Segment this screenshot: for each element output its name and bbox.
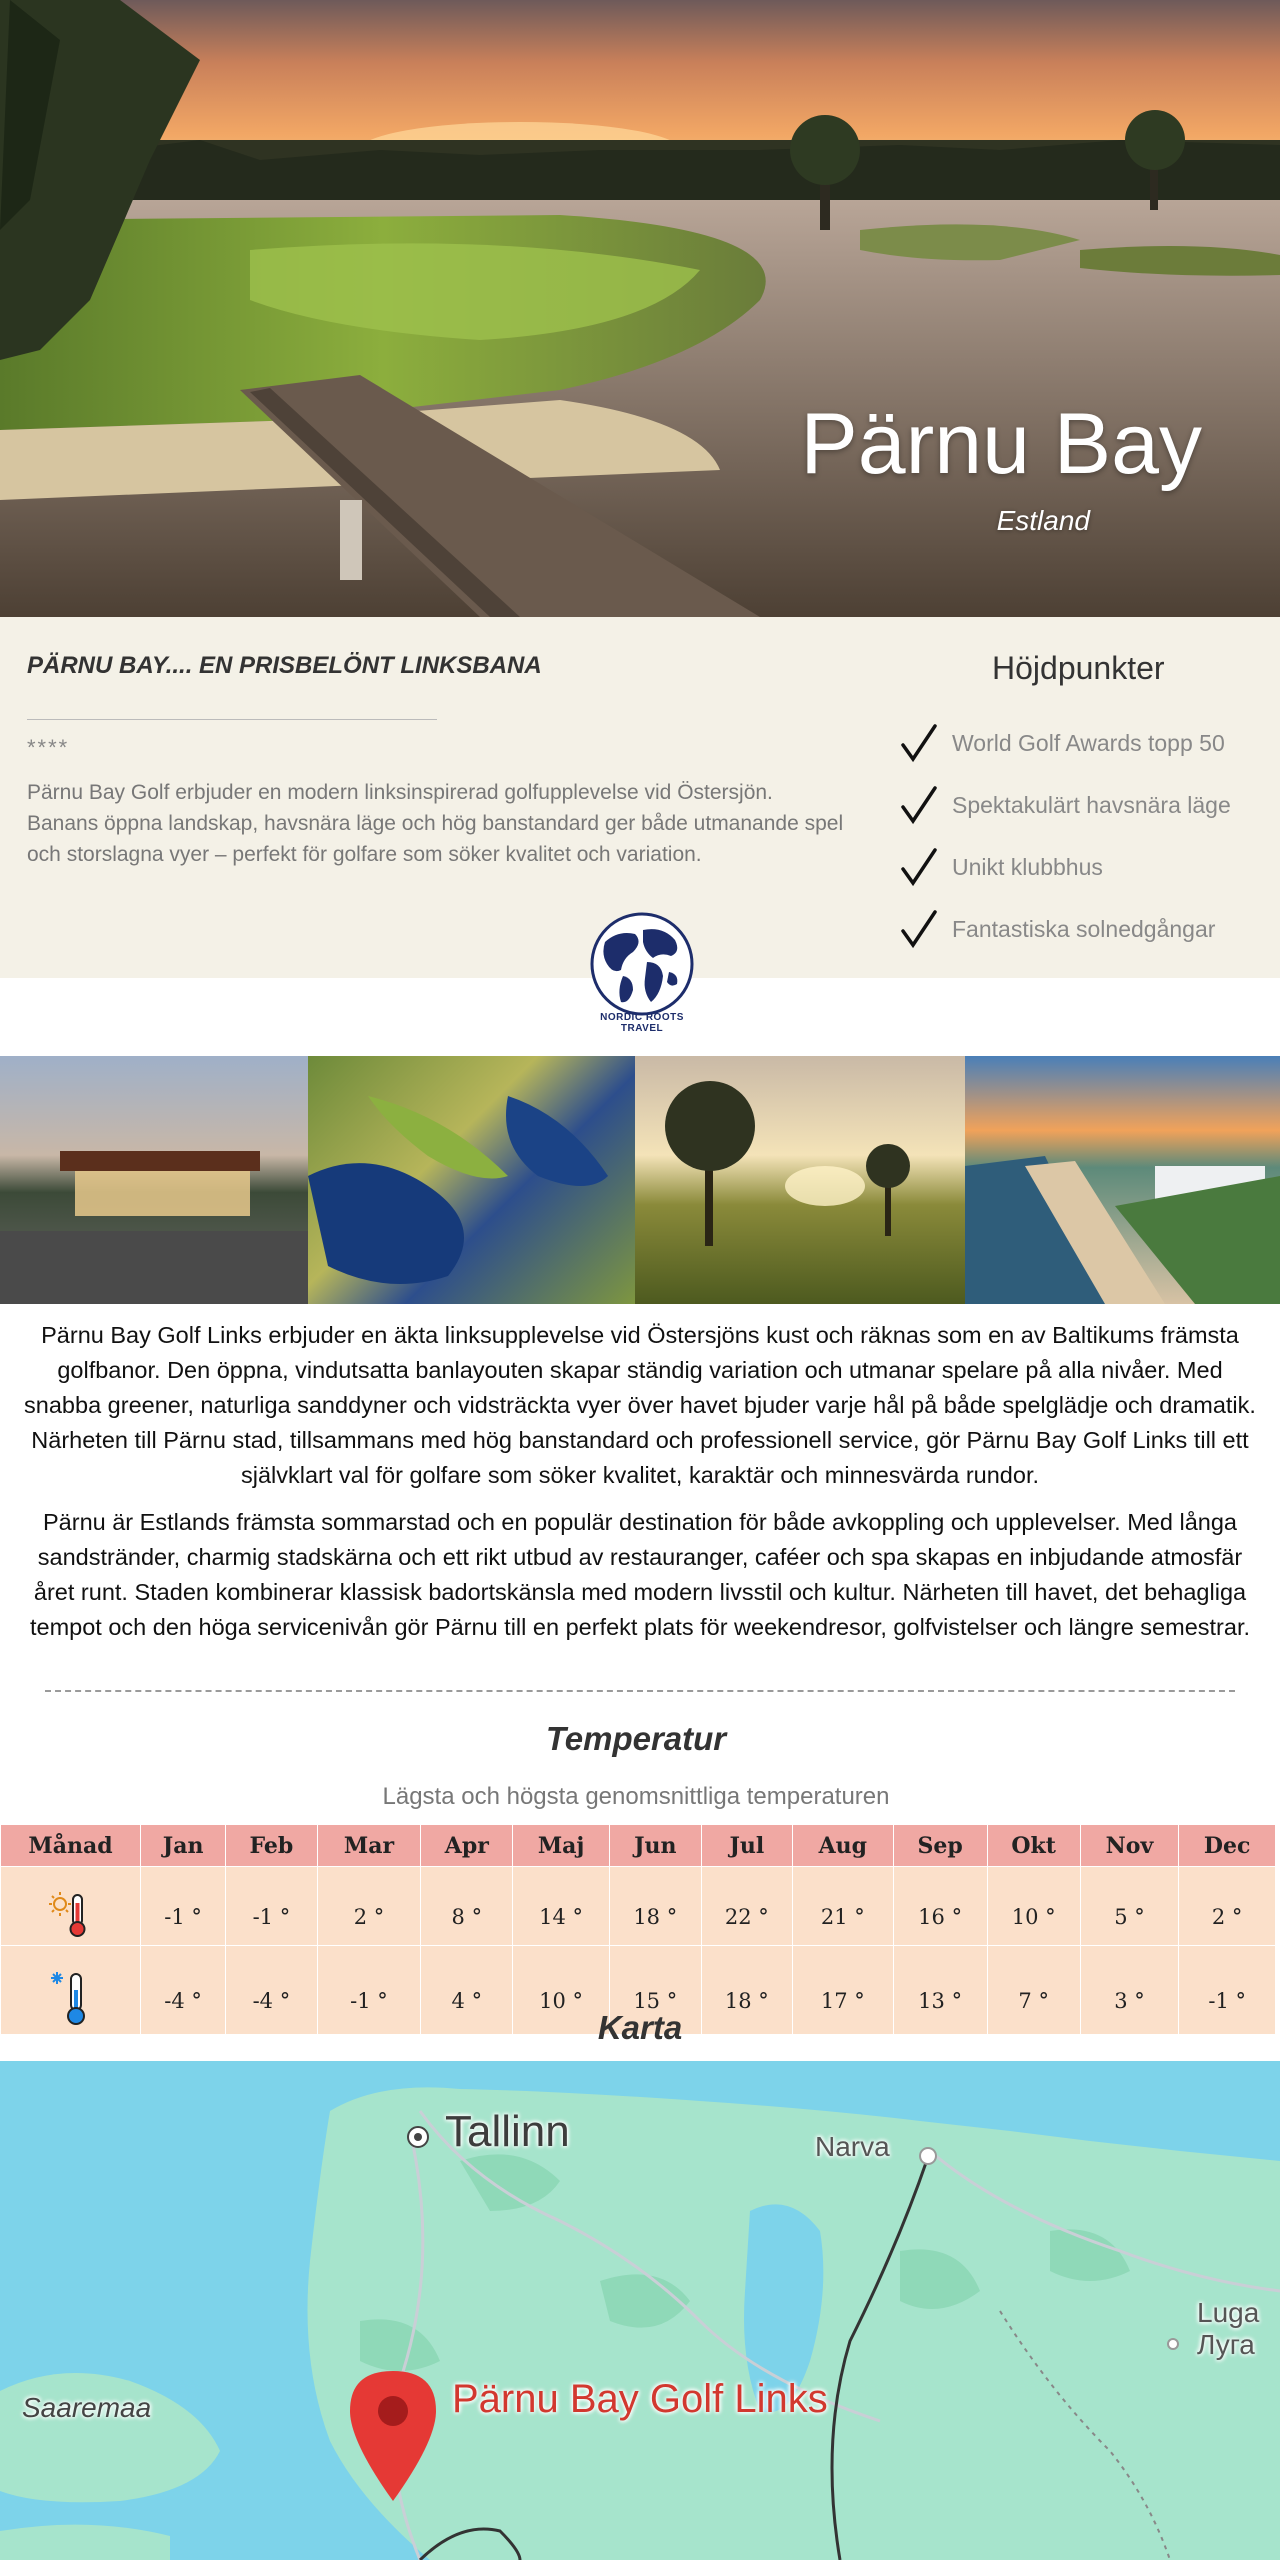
highlight-item bbox=[900, 774, 1280, 836]
aerial-image bbox=[308, 1056, 635, 1304]
hero-banner bbox=[0, 0, 1280, 617]
highlight-label: Spektakulärt havsnära läge bbox=[952, 791, 1231, 818]
high-temp-cell: 2 ° bbox=[1179, 1867, 1276, 1946]
map-label-luga-text: Luga Луга bbox=[1197, 2297, 1260, 2360]
map-label-luga bbox=[1197, 2297, 1259, 2361]
high-temp-cell: 21 ° bbox=[793, 1867, 893, 1946]
temperature-subtitle: Lägsta och högsta genomsnittliga temperaturen bbox=[382, 1783, 890, 1810]
temperature-table bbox=[0, 1824, 1276, 2035]
low-temp-cell: 15 ° bbox=[610, 1946, 702, 2035]
month-cell: Jul bbox=[701, 1825, 793, 1867]
map-label-narva: Narva bbox=[815, 2131, 890, 2162]
intro-heading: PÄRNU BAY.... EN PRISBELÖNT LINKSBANA bbox=[27, 652, 542, 679]
map-label-tallinn: Tallinn bbox=[445, 2107, 570, 2156]
table-row-high bbox=[1, 1867, 1276, 1946]
month-cell: Mar bbox=[317, 1825, 421, 1867]
article-paragraph-parnu: Pärnu är Estlands främsta sommarstad och en populär destination för både avkoppling och upplevelser. Med långa sandstränder, charmig stadskärna och ett rikt utbud av restauranger, caféer och spa skapas en inbjudande atmosfär året runt. Staden kombinerar klassisk badortskänsla med modern livsstil och kultur. Närheten till havet, det behagliga tempot och den höga servicenivån gör Pärnu till en perfekt plats för weekendresor, golfvistelser och längre semestrar. bbox=[29, 1509, 1251, 1640]
highlight-label: Unikt klubbhus bbox=[952, 853, 1103, 880]
month-cell: Apr bbox=[421, 1825, 513, 1867]
table-header-row bbox=[1, 1825, 1276, 1867]
temperature-title: Temperatur bbox=[545, 1720, 727, 1757]
clubhouse-image bbox=[0, 1056, 308, 1304]
month-cell: Maj bbox=[513, 1825, 610, 1867]
beach-image bbox=[965, 1056, 1280, 1304]
low-temp-cell: 3 ° bbox=[1080, 1946, 1179, 2035]
checkmark-icon bbox=[900, 785, 938, 825]
low-temp-cell: 13 ° bbox=[893, 1946, 987, 2035]
map-label-golf-links[interactable]: Pärnu Bay Golf Links bbox=[452, 2377, 828, 2421]
month-cell: Dec bbox=[1179, 1825, 1276, 1867]
intro-divider bbox=[27, 719, 437, 720]
low-temp-cell: 4 ° bbox=[421, 1946, 513, 2035]
month-cell: Okt bbox=[987, 1825, 1080, 1867]
hero-subtitle: Estland bbox=[996, 505, 1090, 536]
low-temp-cell: 17 ° bbox=[793, 1946, 893, 2035]
photo-sunset-tree bbox=[635, 1056, 965, 1304]
article-paragraph-golf: Pärnu Bay Golf Links erbjuder en äkta linksupplevelse vid Östersjöns kust och räknas som en av Baltikums främsta golfbanor. Den öppna, vindutsatta banlayouten skapar ständig variation och utmanar spelare på alla nivåer. Med snabba greener, naturliga sanddyner och vidsträckta vyer över havet bjuder varje hål på både spelglädje och dramatik. Närheten till Pärnu stad, tillsammans med hög banstandard och professionell service, gör Pärnu Bay Golf Links till ett självklart val för golfare som söker kvalitet, karaktär och minnesvärda rundor. bbox=[24, 1322, 1256, 1488]
hero-title: Pärnu Bay bbox=[800, 396, 1202, 492]
high-temp-cell: 5 ° bbox=[1080, 1867, 1179, 1946]
month-header: Månad bbox=[1, 1825, 141, 1867]
high-temp-cell: 16 ° bbox=[893, 1867, 987, 1946]
highlight-label: Fantastiska solnedgångar bbox=[952, 915, 1216, 942]
high-temp-cell: 8 ° bbox=[421, 1867, 513, 1946]
highlight-item bbox=[900, 898, 1280, 960]
star-rating: **** bbox=[27, 735, 70, 760]
low-temp-cell: -4 ° bbox=[226, 1946, 317, 2035]
low-temp-cell: -4 ° bbox=[141, 1946, 226, 2035]
location-map[interactable] bbox=[0, 2061, 1280, 2560]
month-cell: Jun bbox=[610, 1825, 702, 1867]
low-temp-cell: 18 ° bbox=[701, 1946, 793, 2035]
photo-strip bbox=[0, 1056, 1280, 1304]
high-temp-cell: 2 ° bbox=[317, 1867, 421, 1946]
intro-text: Pärnu Bay Golf erbjuder en modern linksinspirerad golfupplevelse vid Östersjön. Banans öppna landskap, havsnära läge och hög banstandard ger både utmanande spel och storslagna vyer – perfekt för golfare som söker kvalitet och variation. bbox=[27, 781, 844, 866]
logo-text: NORDIC ROOTS TRAVEL bbox=[600, 1012, 684, 1034]
high-temp-cell: -1 ° bbox=[141, 1867, 226, 1946]
map-canvas bbox=[0, 2061, 1280, 2560]
high-temp-cell: 14 ° bbox=[513, 1867, 610, 1946]
hot-thermometer-icon bbox=[1, 1867, 141, 1946]
low-temp-cell: -1 ° bbox=[1179, 1946, 1276, 2035]
photo-beach bbox=[965, 1056, 1280, 1304]
photo-aerial bbox=[308, 1056, 635, 1304]
low-temp-cell: 10 ° bbox=[513, 1946, 610, 2035]
low-temp-cell: 7 ° bbox=[987, 1946, 1080, 2035]
high-temp-cell: 18 ° bbox=[610, 1867, 702, 1946]
month-cell: Aug bbox=[793, 1825, 893, 1867]
month-cell: Feb bbox=[226, 1825, 317, 1867]
checkmark-icon bbox=[900, 723, 938, 763]
article-body bbox=[20, 1318, 1260, 1657]
high-temp-cell: -1 ° bbox=[226, 1867, 317, 1946]
highlight-item bbox=[900, 836, 1280, 898]
sunset-tree-image bbox=[635, 1056, 965, 1304]
high-temp-cell: 22 ° bbox=[701, 1867, 793, 1946]
highlights-list bbox=[900, 712, 1280, 960]
month-cell: Nov bbox=[1080, 1825, 1179, 1867]
checkmark-icon bbox=[900, 847, 938, 887]
month-cell: Jan bbox=[141, 1825, 226, 1867]
low-temp-cell: -1 ° bbox=[317, 1946, 421, 2035]
highlight-item bbox=[900, 712, 1280, 774]
dashed-divider bbox=[45, 1690, 1235, 1692]
highlight-label: World Golf Awards topp 50 bbox=[952, 729, 1225, 756]
highlights-title: Höjdpunkter bbox=[992, 650, 1165, 686]
month-cell: Sep bbox=[893, 1825, 987, 1867]
map-label-saaremaa: Saaremaa bbox=[22, 2392, 152, 2423]
photo-clubhouse bbox=[0, 1056, 308, 1304]
checkmark-icon bbox=[900, 909, 938, 949]
high-temp-cell: 10 ° bbox=[987, 1867, 1080, 1946]
map-title: Karta bbox=[597, 2009, 683, 2046]
